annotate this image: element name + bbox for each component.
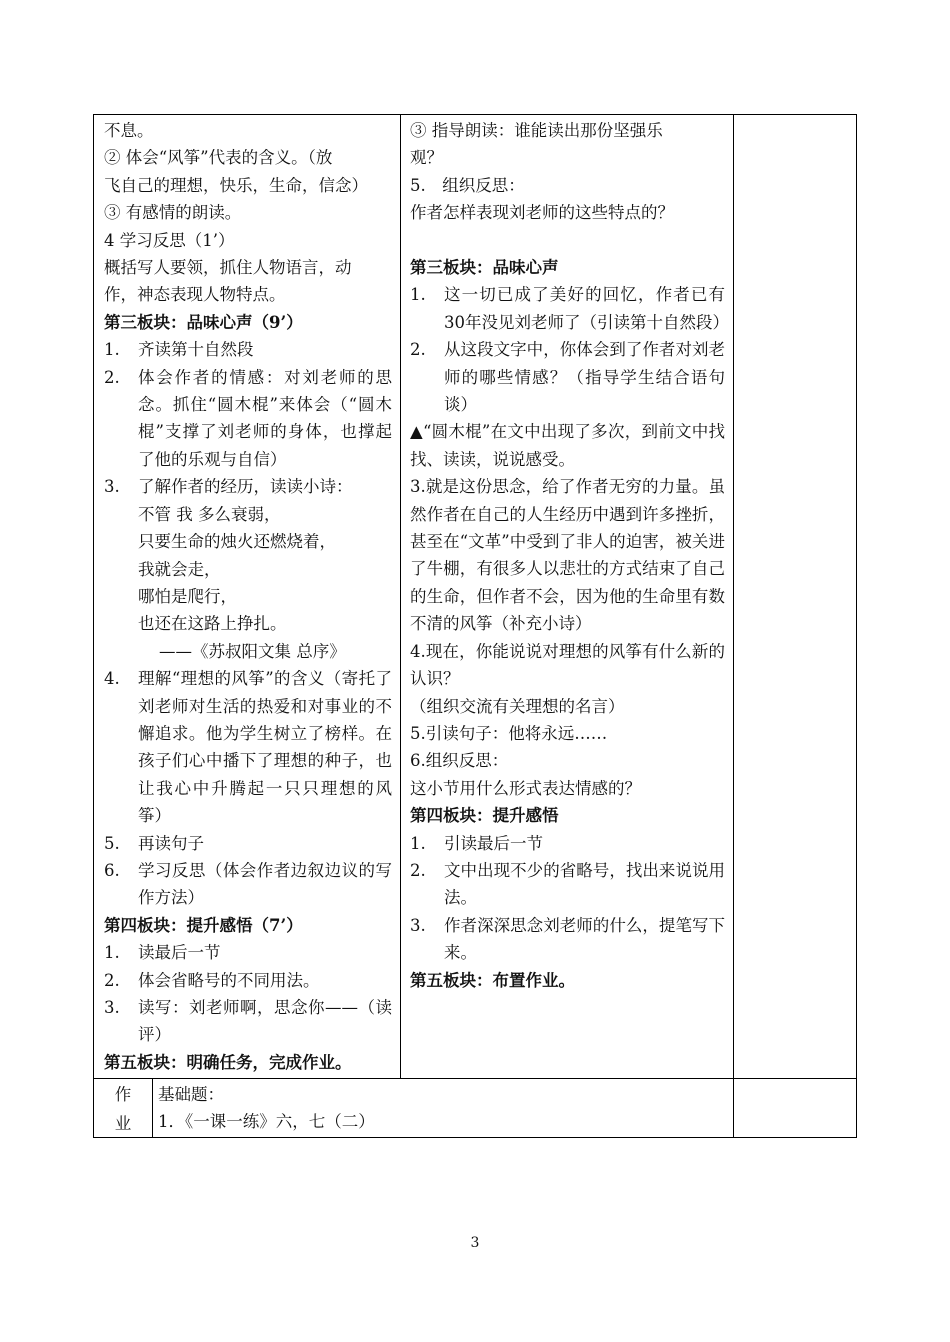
list-number: 6. [104, 860, 120, 880]
list-text: 作者深深思念刘老师的什么，提笔写下来。 [444, 915, 725, 963]
text-line: 观？ [410, 148, 443, 168]
text-line: 作者怎样表现刘老师的这些特点的？ [410, 203, 674, 223]
main-row [94, 115, 857, 1079]
homework-label-cell [94, 1079, 153, 1137]
list-text: 文中出现不少的省略号，找出来说说用法。 [444, 860, 725, 908]
poem-line: 只要生命的烛火还燃烧着， [138, 532, 336, 552]
list-text: 齐读第十自然段 [138, 340, 254, 360]
lesson-plan-table [93, 114, 857, 1138]
text-line: ③ 有感情的朗读。 [104, 203, 242, 223]
homework-split-cell [94, 1079, 734, 1138]
page-number: 3 [470, 1235, 480, 1251]
list-item [410, 912, 725, 967]
homework-row [94, 1079, 857, 1138]
list-number: 2. [104, 970, 120, 990]
paragraph: （组织交流有关理想的名言） [410, 696, 625, 716]
list-item [104, 994, 392, 1049]
list-item [410, 857, 725, 912]
list-item [410, 830, 725, 857]
list-item [410, 336, 725, 418]
paragraph: 3.就是这份思念，给了作者无穷的力量。虽然作者在自己的人生经历中遇到许多挫折，甚至在“文革”中受到了非人的迫害，被关进了牛棚，有很多人以悲壮的方式结束了自己的生命，但作者不会，因为他的生命里有数不清的风筝（补充小诗） [410, 477, 725, 634]
paragraph: 5.引读句子：他将永远…… [410, 723, 608, 743]
section-heading: 第三板块：品味心声 [410, 258, 559, 278]
poem-source: ——《苏叔阳文集 总序》 [159, 641, 346, 661]
list-text: 从这段文字中，你体会到了作者对刘老师的哪些情感？（指导学生结合语句谈） [444, 340, 725, 415]
list-item [104, 857, 392, 912]
list-number: 1. [104, 943, 120, 963]
list-number: 3. [104, 477, 120, 497]
paragraph: 6.组织反思： [410, 751, 509, 771]
poem-line: 我就会走， [138, 559, 221, 579]
list-item [104, 336, 392, 363]
homework-notes-cell [734, 1079, 857, 1138]
list-item [410, 281, 729, 336]
list-item [104, 830, 392, 857]
list-text: 再读句子 [138, 833, 204, 853]
list-text: 学习反思（体会作者边叙边议的写作方法） [138, 860, 392, 908]
paragraph: ▲“圆木棍”在文中出现了多次，到前文中找找、读读，说说感受。 [410, 422, 725, 469]
homework-label: 作 [114, 1085, 132, 1105]
list-item [104, 364, 392, 474]
text-line: 4 学习反思（1’） [104, 230, 235, 250]
student-activity-cell [94, 115, 401, 1079]
text-line: 飞自己的理想，快乐，生命，信念） [104, 175, 368, 195]
text-line: 作，神态表现人物特点。 [104, 285, 286, 305]
text-line: ③ 指导朗读：谁能读出那份坚强乐 [410, 121, 663, 140]
text-line: 概括写人要领，抓住人物语言，动 [104, 258, 352, 278]
homework-line: 基础题： [158, 1085, 224, 1105]
list-number: 5. [104, 833, 120, 853]
text-line: 不息。 [104, 121, 154, 140]
list-number: 1. [410, 285, 426, 305]
section-heading: 第四板块：提升感悟 [410, 806, 559, 826]
poem-line: 不管 我 多么衰弱， [138, 504, 281, 524]
text-line: 5. 组织反思： [410, 175, 525, 195]
list-number: 2. [410, 860, 426, 880]
section-heading: 第三板块：品味心声（9’） [104, 312, 303, 332]
list-item [104, 967, 392, 994]
list-text: 引读最后一节 [444, 833, 543, 853]
paragraph: 这小节用什么形式表达情感的？ [410, 778, 641, 798]
list-item [104, 665, 392, 829]
poem-line: 也还在这路上挣扎。 [138, 614, 287, 634]
poem-line: 哪怕是爬行， [138, 586, 237, 606]
notes-cell [734, 115, 857, 1079]
text-line: ② 体会“风筝”代表的含义。（放 [104, 148, 333, 168]
section-heading: 第四板块：提升感悟（7’） [104, 915, 303, 935]
list-text: 体会省略号的不同用法。 [138, 970, 320, 990]
text-line [410, 227, 725, 254]
list-number: 2. [410, 340, 426, 360]
homework-content [153, 1079, 733, 1137]
list-number: 3. [410, 915, 426, 935]
teacher-activity-cell [401, 115, 734, 1079]
list-number: 1. [104, 340, 120, 360]
list-text: 体会作者的情感：对刘老师的思念。抓住“圆木棍”来体会（“圆木棍”支撑了刘老师的身体，也撑起了他的乐观与自信） [138, 367, 392, 469]
list-item [104, 939, 392, 966]
list-number: 1. [410, 833, 426, 853]
list-number: 4. [104, 669, 120, 689]
list-text: 理解“理想的风筝”的含义（寄托了刘老师对生活的热爱和对事业的不懈追求。他为学生树立了榜样。在孩子们心中播下了理想的种子，也让我心中升腾起一只只理想的风筝） [138, 669, 392, 826]
list-text: 这一切已成了美好的回忆，作者已有30年没见刘老师了（引读第十自然段） [444, 285, 729, 332]
list-number: 2. [104, 367, 120, 387]
list-text: 读写：刘老师啊，思念你——（读评） [138, 998, 392, 1045]
section-heading: 第五板块：布置作业。 [410, 970, 575, 990]
homework-label: 业 [114, 1114, 132, 1134]
homework-line: 1．《一课一练》六，七（二） [158, 1112, 375, 1132]
list-number: 3. [104, 998, 120, 1017]
section-heading: 第五板块：明确任务，完成作业。 [104, 1052, 352, 1072]
list-text: 读最后一节 [138, 943, 221, 963]
paragraph: 4.现在，你能说说对理想的风筝有什么新的认识？ [410, 641, 725, 689]
list-text: 了解作者的经历，读读小诗： [138, 477, 353, 497]
list-item [104, 473, 392, 500]
